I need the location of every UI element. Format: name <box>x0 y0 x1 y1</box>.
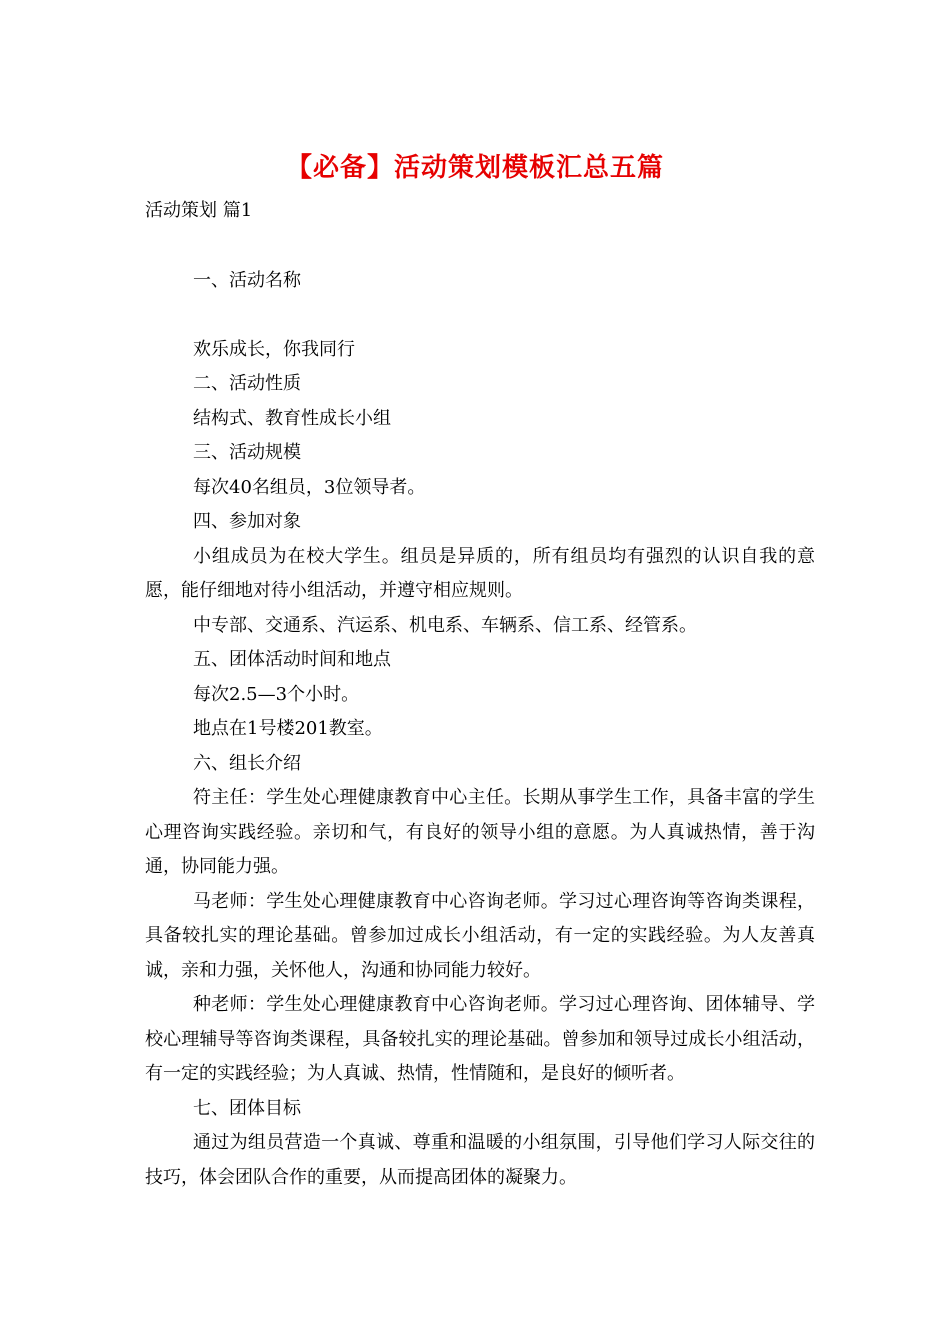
heading-activity-name: 一、活动名称 <box>193 270 301 291</box>
paragraph-location: 地点在1号楼201教室。 <box>193 718 383 739</box>
paragraph-group-goal: 通过为组员营造一个真诚、尊重和温暖的小组氛围，引导他们学习人际交往的技巧，体会团队合作的重要，从而提高团体的凝聚力。 <box>145 1132 815 1188</box>
section-label: 活动策划 篇1 <box>145 200 253 221</box>
paragraph-duration: 每次2.5—3个小时。 <box>193 683 360 705</box>
heading-leaders: 六、组长介绍 <box>193 752 301 774</box>
heading-participants: 四、参加对象 <box>193 511 301 532</box>
heading-activity-nature: 二、活动性质 <box>193 373 301 394</box>
heading-activity-scale: 三、活动规模 <box>193 442 301 463</box>
paragraph-leader-zhong: 种老师：学生处心理健康教育中心咨询老师。学习过心理咨询、团体辅导、学校心理辅导等咨询类课程，具备较扎实的理论基础。曾参加和领导过成长小组活动，有一定的实践经验；为人真诚、热情，性情随和，是良好的倾听者。 <box>145 994 815 1084</box>
heading-group-goal: 七、团体目标 <box>193 1097 301 1119</box>
paragraph-activity-scale: 每次40名组员，3位领导者。 <box>193 476 426 498</box>
paragraph-departments: 中专部、交通系、汽运系、机电系、车辆系、信工系、经管系。 <box>193 614 697 636</box>
document-body <box>145 264 815 1195</box>
paragraph-activity-name: 欢乐成长，你我同行 <box>193 338 355 360</box>
paragraph-participants: 小组成员为在校大学生。组员是异质的，所有组员均有强烈的认识自我的意愿，能仔细地对待小组活动，并遵守相应规则。 <box>145 545 815 601</box>
heading-time-place: 五、团体活动时间和地点 <box>193 649 391 670</box>
paragraph-activity-nature: 结构式、教育性成长小组 <box>193 407 391 429</box>
paragraph-leader-ma: 马老师：学生处心理健康教育中心咨询老师。学习过心理咨询等咨询类课程，具备较扎实的理论基础。曾参加过成长小组活动，有一定的实践经验。为人友善真诚，亲和力强，关怀他人，沟通和协同能力较好。 <box>145 890 815 981</box>
paragraph-leader-fu: 符主任：学生处心理健康教育中心主任。长期从事学生工作，具备丰富的学生心理咨询实践经验。亲切和气，有良好的领导小组的意愿。为人真诚热情，善于沟通，协同能力强。 <box>145 787 815 877</box>
document-title: 【必备】活动策划模板汇总五篇 <box>285 153 664 183</box>
